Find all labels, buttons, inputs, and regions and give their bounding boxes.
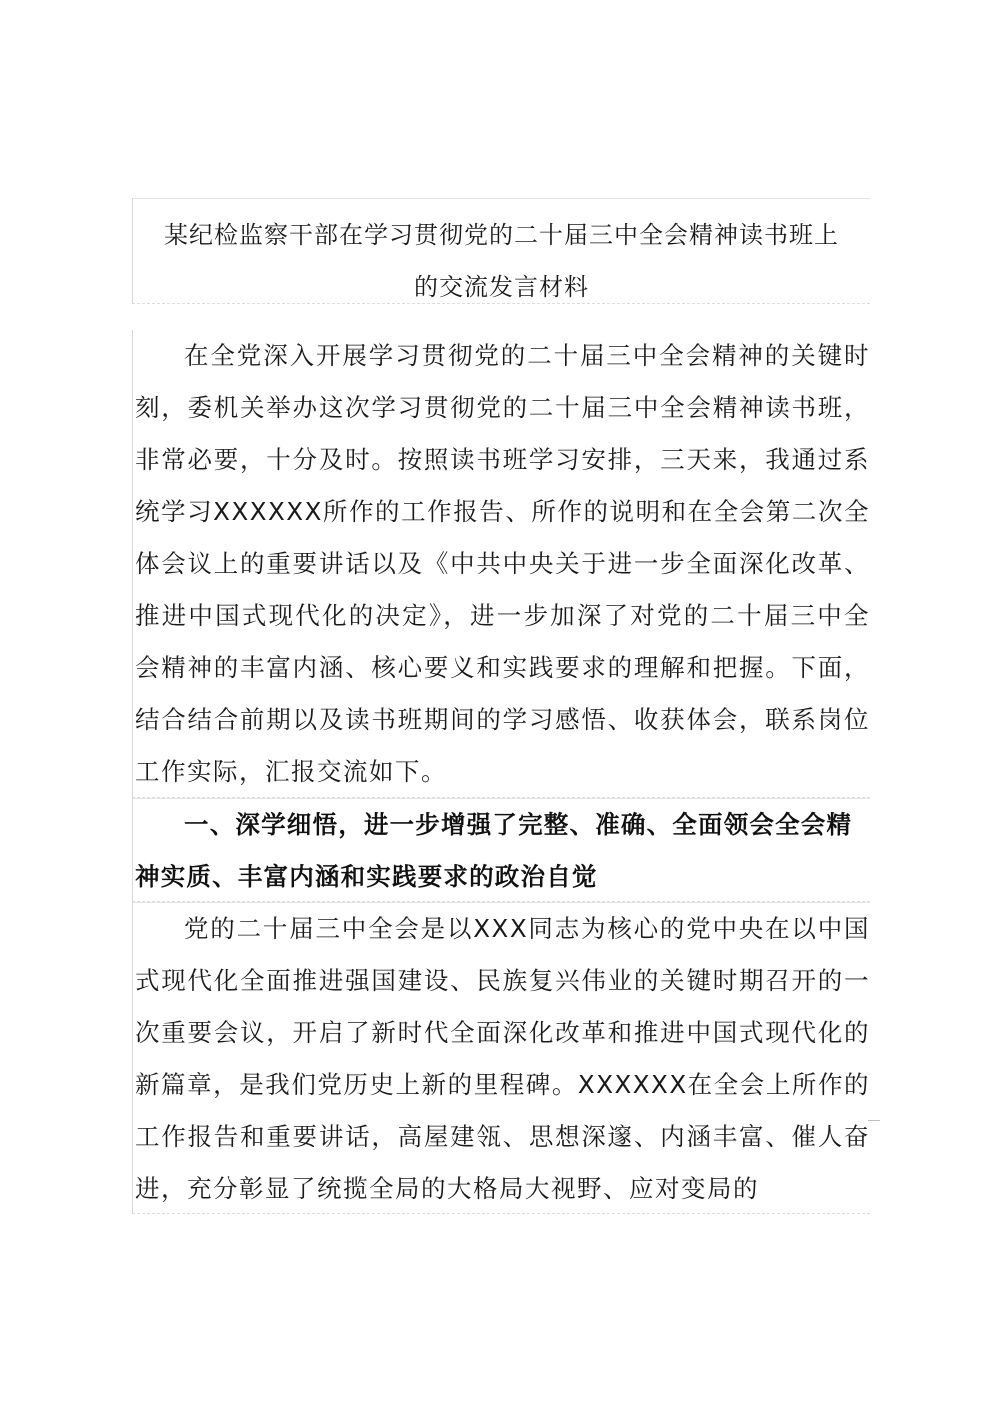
section-heading-block [132,798,870,902]
document-title-line-1: 某纪检监察干部在学习贯彻党的二十届三中全会精神读书班上 [164,221,839,249]
title-block [132,198,870,304]
document-title-line-2: 的交流发言材料 [414,273,589,301]
paragraph-block-2 [132,902,870,1214]
margin-mark [868,1120,880,1121]
paragraph-block-1 [132,330,870,798]
body-paragraph-1: 在全党深入开展学习贯彻党的二十届三中全会精神的关键时刻，委机关举办这次学习贯彻党的二十届三中全会精神读书班，非常必要，十分及时。按照读书班学习安排，三天来，我通过系统学习XXXXXX所作的工作报告、所作的说明和在全会第二次全体会议上的重要讲话以及《中共中央关于进一步全面深化改革、推进中国式现代化的决定》，进一步加深了对党的二十届三中全会精神的丰富内涵、核心要义和实践要求的理解和把握。下面，结合结合前期以及读书班期间的学习感悟、收获体会，联系岗位工作实际，汇报交流如下。 [135,341,870,786]
body-paragraph-2: 党的二十届三中全会是以XXX同志为核心的党中央在以中国式现代化全面推进强国建设、民族复兴伟业的关键时期召开的一次重要会议，开启了新时代全面深化改革和推进中国式现代化的新篇章，是我们党历史上新的里程碑。XXXXXX在全会上所作的工作报告和重要讲话，高屋建瓴、思想深邃、内涵丰富、催人奋进，充分彰显了统揽全局的大格局大视野、应对变局的 [135,914,870,1203]
section-heading-1: 一、深学细悟，进一步增强了完整、准确、全面领会全会精神实质、丰富内涵和实践要求的政治自觉 [135,810,853,891]
document-title [133,209,870,313]
